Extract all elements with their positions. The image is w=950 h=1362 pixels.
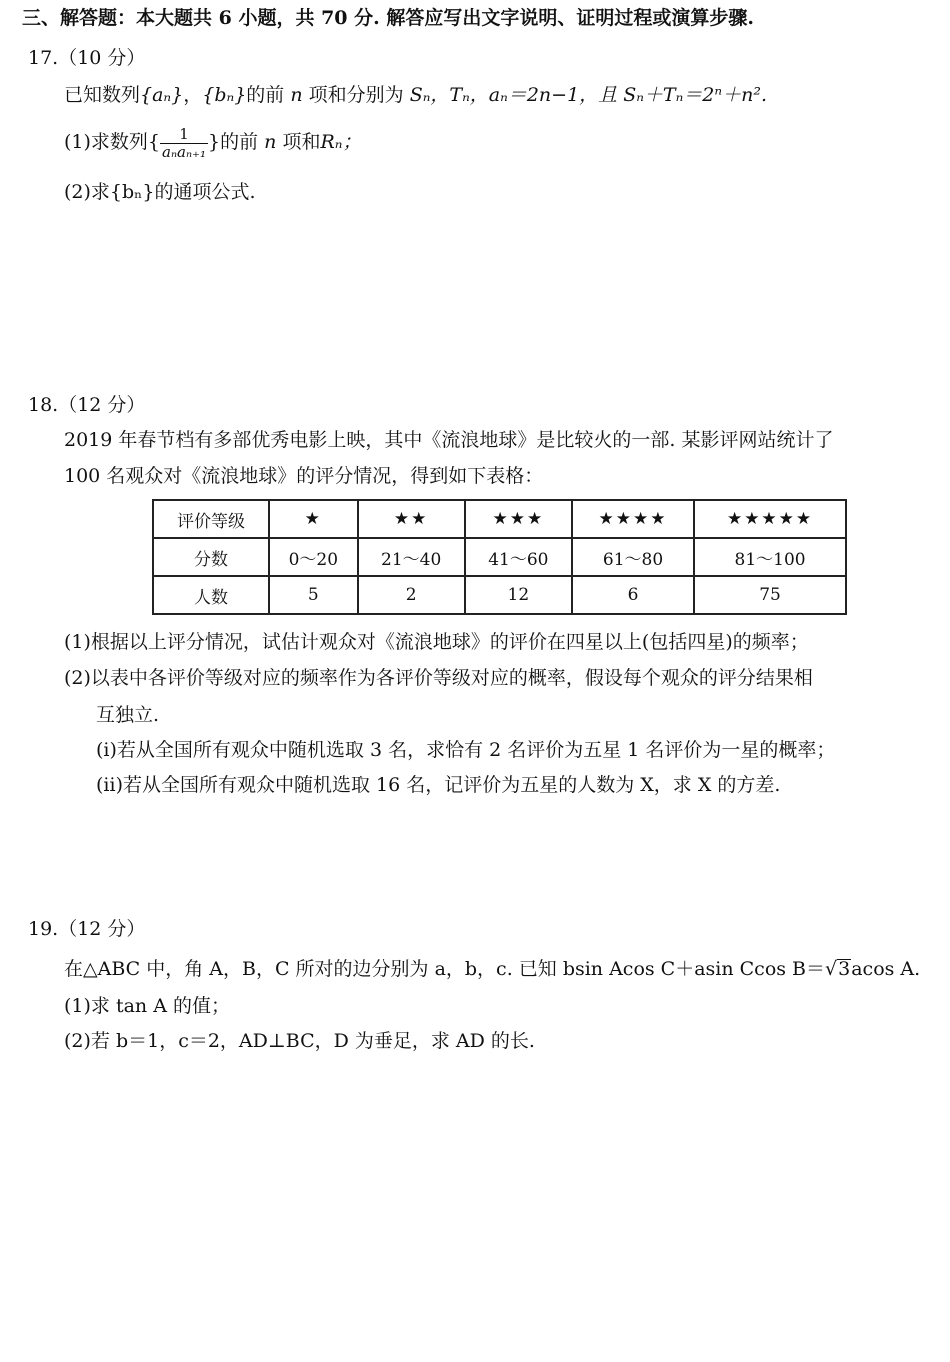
rating-1-star: ★ <box>269 500 358 538</box>
score-range-4: 61～80 <box>572 538 694 576</box>
q17-p1-suffix: }的前 <box>208 131 259 153</box>
q17-p1-tail: 项和 <box>282 131 321 153</box>
q17-part2: (2)求{bₙ}的通项公式. <box>64 181 256 203</box>
q19-sqrt-value: 3 <box>838 958 851 980</box>
q19-line1-suffix: acos A. <box>851 958 921 980</box>
q18-part1: (1)根据以上评分情况，试估计观众对《流浪地球》的评价在四星以上(包括四星)的频率； <box>64 631 809 653</box>
section-title: 三、解答题：本大题共 6 小题，共 70 分. 解答应写出文字说明、证明过程或演算步骤. <box>22 7 754 29</box>
q17-text-mid: 的前 <box>246 84 285 106</box>
table-header-rating: 评价等级 <box>153 500 269 538</box>
q17-fraction <box>160 126 208 161</box>
rating-3-star: ★★★ <box>465 500 572 538</box>
q17-header: 17.（10 分） <box>28 47 146 69</box>
table-header-score: 分数 <box>153 538 269 576</box>
q17-statement <box>64 83 767 107</box>
q17-p1-R: Rₙ； <box>320 131 362 153</box>
q18-line2: 100 名观众对《流浪地球》的评分情况，得到如下表格： <box>64 465 544 487</box>
q18-header: 18.（12 分） <box>28 394 146 416</box>
q17-text-mid2: 项和分别为 <box>308 84 404 106</box>
table-row-ratings <box>153 500 846 538</box>
q18-part2-line2: 互独立. <box>96 704 160 726</box>
score-range-5: 81～100 <box>694 538 846 576</box>
q19-part2: (2)若 b＝1，c＝2，AD⊥BC，D 为垂足，求 AD 的长. <box>64 1030 535 1052</box>
q17-text-prefix: 已知数列 <box>64 84 141 106</box>
q17-sep: ， <box>183 84 203 106</box>
count-3: 12 <box>465 576 572 614</box>
q17-p1-n: n <box>264 131 277 153</box>
q18-line1: 2019 年春节档有多部优秀电影上映，其中《流浪地球》是比较火的一部. 某影评网站统计了 <box>64 429 834 451</box>
q19-part1: (1)求 tan A 的值； <box>64 995 230 1017</box>
q17-part1 <box>64 124 361 161</box>
rating-4-star: ★★★★ <box>572 500 694 538</box>
table-header-count: 人数 <box>153 576 269 614</box>
table-row-scores <box>153 538 846 576</box>
count-2: 2 <box>358 576 465 614</box>
score-range-3: 41～60 <box>465 538 572 576</box>
rating-2-star: ★★ <box>358 500 465 538</box>
sqrt-sign: √ <box>825 958 838 980</box>
q19-statement <box>64 957 920 981</box>
q18-part2-ii: (ⅱ)若从全国所有观众中随机选取 16 名，记评价为五星的人数为 X，求 X 的方差. <box>96 774 781 796</box>
rating-table <box>152 499 847 615</box>
q17-sums: Sₙ，Tₙ，aₙ＝2n−1，且 Sₙ＋Tₙ＝2ⁿ＋n². <box>409 84 767 106</box>
score-range-1: 0～20 <box>269 538 358 576</box>
count-1: 5 <box>269 576 358 614</box>
q17-n: n <box>290 84 303 106</box>
q18-part2-line1: (2)以表中各评价等级对应的频率作为各评价等级对应的概率，假设每个观众的评分结果相 <box>64 667 813 689</box>
q19-header: 19.（12 分） <box>28 918 146 940</box>
q17-seq-b: {bₙ} <box>202 84 247 106</box>
score-range-2: 21～40 <box>358 538 465 576</box>
q17-p1-prefix: (1)求数列{ <box>64 131 161 153</box>
table-row-counts <box>153 576 846 614</box>
q17-fraction-numerator: 1 <box>160 126 208 144</box>
count-4: 6 <box>572 576 694 614</box>
rating-5-star: ★★★★★ <box>694 500 846 538</box>
q18-part2-i: (ⅰ)若从全国所有观众中随机选取 3 名，求恰有 2 名评价为五星 1 名评价为一星的概率； <box>96 739 836 761</box>
q17-fraction-denominator: aₙaₙ₊₁ <box>162 142 206 161</box>
q17-seq-a: {aₙ} <box>140 84 184 106</box>
q19-line1-prefix: 在△ABC 中，角 A，B，C 所对的边分别为 a，b，c. 已知 bsin Acos C＋asin Ccos B＝ <box>64 958 826 980</box>
count-5: 75 <box>694 576 846 614</box>
